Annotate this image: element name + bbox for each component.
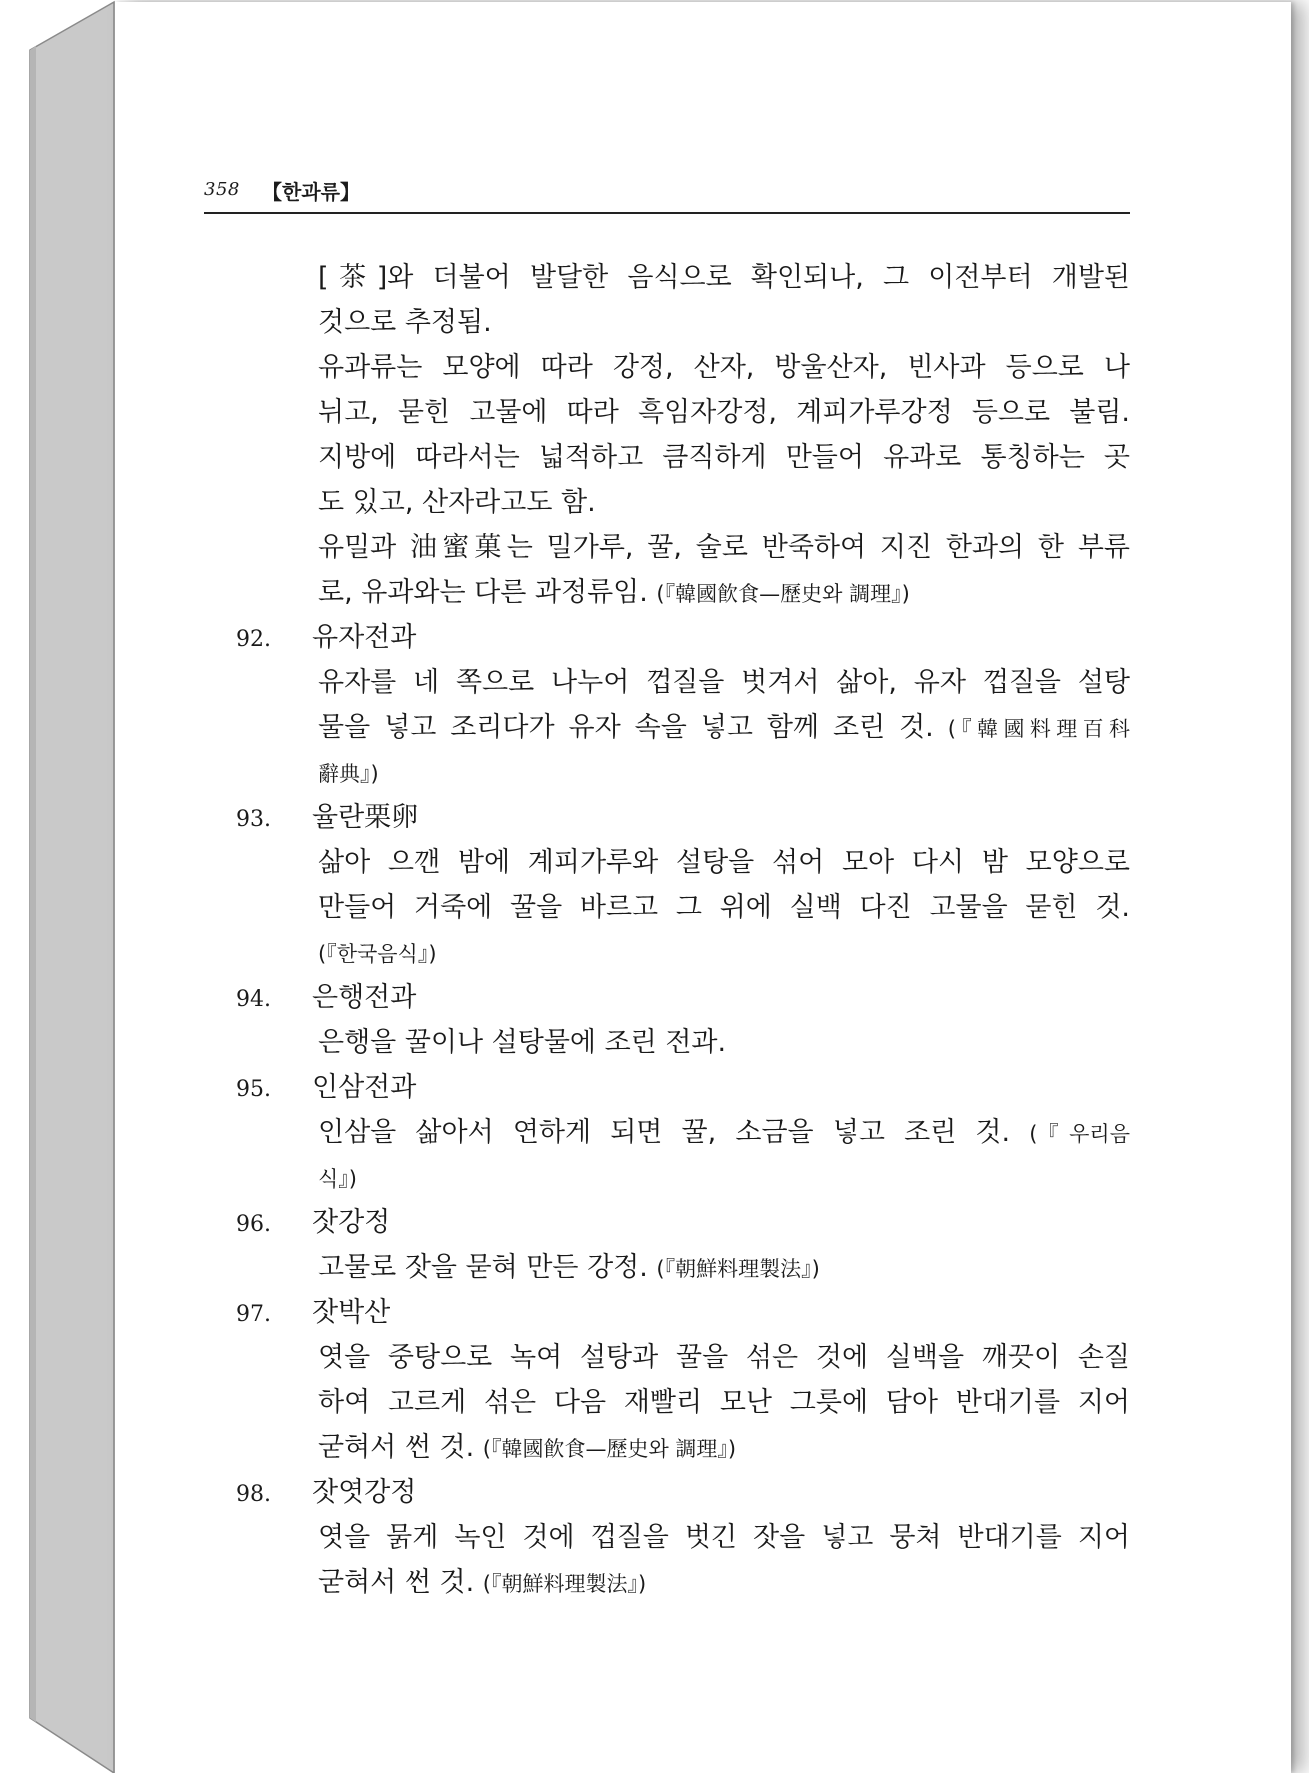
- text-fragment: 로, 유과와는 다른 과정류임.: [318, 577, 648, 608]
- entry-title: 잣엿강정: [312, 1477, 417, 1508]
- text-line: 은행을 꿀이나 설탕물에 조린 전과.: [318, 1027, 727, 1058]
- text-fragment: 굳혀서 썬 것.: [318, 1567, 475, 1598]
- entry-title: 은행전과: [312, 982, 417, 1013]
- entry-number: 95.: [236, 1077, 271, 1102]
- text-line: [318, 1560, 1130, 1605]
- citation: (『韓國料理百科: [947, 717, 1130, 741]
- text-line: 삶아 으깬 밤에 계피가루와 설탕을 섞어 모아 다시 밤 모양으로: [318, 847, 1130, 878]
- entry-title: 율란栗卵: [312, 802, 419, 833]
- text-line: 엿을 묽게 녹인 것에 껍질을 벗긴 잣을 넣고 뭉쳐 반대기를 지어: [318, 1522, 1130, 1553]
- citation: 辭典』): [318, 762, 379, 786]
- text-line: [318, 930, 1130, 975]
- text-line: 뉘고, 묻힌 고물에 따라 흑임자강정, 계피가루강정 등으로 불림.: [318, 397, 1130, 428]
- entry-heading: [236, 795, 1130, 840]
- citation: 식』): [318, 1167, 357, 1191]
- text-fragment: 인삼을 삶아서 연하게 되면 꿀, 소금을 넣고 조린 것.: [318, 1117, 1011, 1148]
- text-line: [318, 705, 1130, 750]
- text-line: 유과류는 모양에 따라 강정, 산자, 방울산자, 빈사과 등으로 나: [318, 352, 1130, 383]
- text-line: 지방에 따라서는 넓적하고 큼직하게 만들어 유과로 통칭하는 곳: [318, 442, 1130, 473]
- text-fragment: 고물로 잣을 묻혀 만든 강정.: [318, 1252, 648, 1283]
- citation: (『한국음식』): [318, 942, 437, 966]
- text-line: 도 있고, 산자라고도 함.: [318, 487, 596, 518]
- entry-heading: [236, 1200, 1130, 1245]
- citation: (『韓國飮食—歷史와 調理』): [482, 1437, 737, 1461]
- text-line: [318, 1110, 1130, 1155]
- text-line: [318, 1425, 1130, 1470]
- text-line: 만들어 거죽에 꿀을 바르고 그 위에 실백 다진 고물을 묻힌 것.: [318, 892, 1130, 923]
- text-line: [茶]와 더불어 발달한 음식으로 확인되나, 그 이전부터 개발된: [318, 262, 1130, 293]
- text-line: [318, 1155, 1130, 1200]
- page-header: [204, 176, 1130, 214]
- entry-title: 인삼전과: [312, 1072, 417, 1103]
- entry-number: 96.: [236, 1212, 271, 1237]
- text-line: 하여 고르게 섞은 다음 재빨리 모난 그릇에 담아 반대기를 지어: [318, 1387, 1130, 1418]
- text-line: [318, 750, 1130, 795]
- entry-number: 97.: [236, 1302, 271, 1327]
- entry-heading: [236, 1065, 1130, 1110]
- entry-number: 94.: [236, 987, 271, 1012]
- page-body: [236, 255, 1130, 1605]
- citation: (『朝鮮料理製法』): [656, 1257, 820, 1281]
- text-line: 유자를 네 쪽으로 나누어 껍질을 벗겨서 삶아, 유자 껍질을 설탕: [318, 667, 1130, 698]
- entry-heading: [236, 615, 1130, 660]
- entry-number: 92.: [236, 627, 271, 652]
- entry-heading: [236, 1290, 1130, 1335]
- text-line: 유밀과 油蜜菓는 밀가루, 꿀, 술로 반죽하여 지진 한과의 한 부류: [318, 532, 1130, 563]
- entry-number: 93.: [236, 807, 271, 832]
- entry-number: 98.: [236, 1482, 271, 1507]
- text-fragment: 굳혀서 썬 것.: [318, 1432, 475, 1463]
- text-fragment: 물을 넣고 조리다가 유자 속을 넣고 함께 조린 것.: [318, 712, 934, 743]
- citation: (『韓國飮食—歷史와 調理』): [656, 582, 910, 606]
- entry-heading: [236, 1470, 1130, 1515]
- entry-title: 잣강정: [312, 1207, 391, 1238]
- citation: (『朝鮮料理製法』): [482, 1572, 647, 1596]
- page-number: 358: [204, 179, 240, 200]
- text-line: [318, 570, 1130, 615]
- text-line: [318, 1245, 1130, 1290]
- citation: (『우리음: [1029, 1122, 1130, 1146]
- entry-title: 유자전과: [312, 622, 417, 653]
- text-line: 것으로 추정됨.: [318, 307, 492, 338]
- entry-title: 잣박산: [312, 1297, 391, 1328]
- text-line: 엿을 중탕으로 녹여 설탕과 꿀을 섞은 것에 실백을 깨끗이 손질: [318, 1342, 1130, 1373]
- running-title: 【한과류】: [262, 180, 360, 204]
- entry-heading: [236, 975, 1130, 1020]
